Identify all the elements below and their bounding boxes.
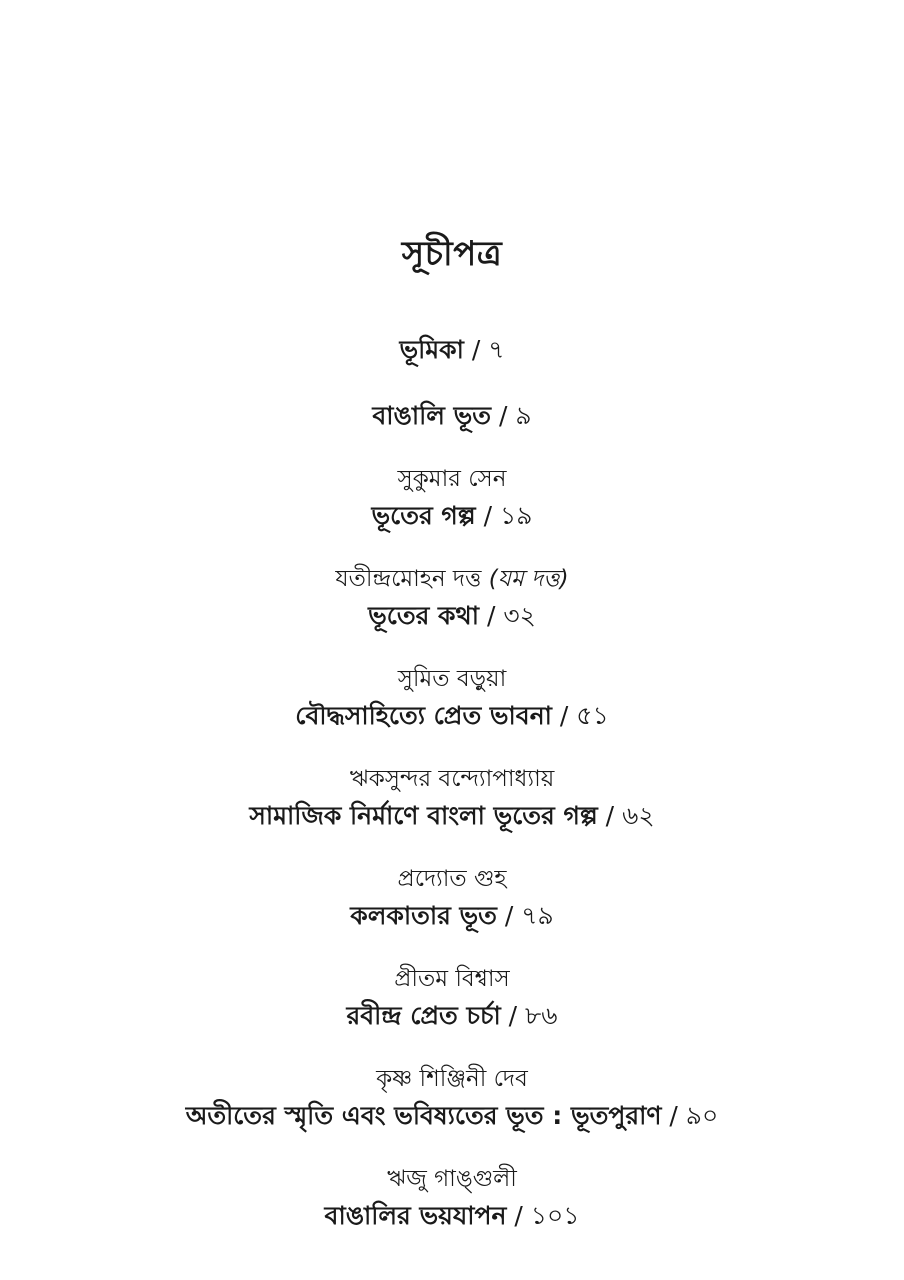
entry-separator: / — [486, 601, 496, 630]
author-name: কৃষ্ণ শিঞ্জিনী দেব — [376, 1066, 528, 1092]
table-of-contents — [0, 330, 904, 1262]
entry-title-line — [0, 996, 904, 1036]
entry-title-line — [0, 596, 904, 636]
entry-author — [0, 962, 904, 996]
entry-page-number: ৫১ — [576, 701, 609, 730]
toc-entry — [0, 662, 904, 736]
entry-title: বাঙালি ভূত — [372, 401, 492, 430]
toc-entry — [0, 462, 904, 536]
entry-page-number: ৩২ — [503, 601, 536, 630]
entry-title: বাঙালির ভয়যাপন — [324, 1201, 507, 1230]
toc-entry — [0, 762, 904, 836]
toc-entry — [0, 1162, 904, 1236]
author-name: সুমিত বড়ুয়া — [397, 666, 507, 692]
author-name: সুকুমার সেন — [397, 466, 507, 492]
entry-title: ভূমিকা — [399, 335, 464, 364]
entry-page-number: ৯ — [515, 401, 532, 430]
entry-author — [0, 1062, 904, 1096]
toc-entry — [0, 330, 904, 370]
entry-title: সামাজিক নির্মাণে বাংলা ভূতের গল্প — [249, 801, 598, 830]
entry-separator: / — [483, 501, 493, 530]
entry-title: ভূতের গল্প — [371, 501, 476, 530]
entry-title: কলকাতার ভূত — [350, 901, 497, 930]
entry-author — [0, 862, 904, 896]
entry-title: রবীন্দ্র প্রেত চর্চা — [346, 1001, 501, 1030]
entry-separator: / — [514, 1201, 523, 1230]
toc-entry — [0, 562, 904, 636]
entry-page-number: ৬২ — [622, 801, 655, 830]
entry-title: ভূতের কথা — [368, 601, 479, 630]
author-alias: (যম দত্ত) — [488, 566, 569, 592]
entry-author — [0, 562, 904, 596]
entry-page-number: ৭৯ — [521, 901, 554, 930]
entry-title-line — [0, 1196, 904, 1236]
entry-separator: / — [471, 335, 481, 364]
toc-entry — [0, 962, 904, 1036]
author-name: প্রীতম বিশ্বাস — [394, 966, 510, 992]
entry-page-number: ৯০ — [685, 1101, 719, 1130]
entry-page-number: ৭ — [488, 335, 505, 364]
entry-title-line — [0, 696, 904, 736]
entry-page-number: ৮৬ — [525, 1001, 558, 1030]
page-title: সূচীপত্র — [401, 234, 503, 274]
entry-author — [0, 1162, 904, 1196]
toc-entry — [0, 862, 904, 936]
entry-author — [0, 762, 904, 796]
entry-separator: / — [508, 1001, 518, 1030]
entry-page-number: ১০১ — [530, 1201, 580, 1230]
author-name: ঋজু গাঙ্গুলী — [387, 1166, 517, 1192]
entry-title-line — [0, 496, 904, 536]
entry-title: বৌদ্ধসাহিত্যে প্রেত ভাবনা — [295, 701, 552, 730]
toc-entry — [0, 396, 904, 436]
author-name: ঋকসুন্দর বন্দ্যোপাধ্যায় — [349, 766, 555, 792]
entry-separator: / — [559, 701, 569, 730]
entry-title-line — [0, 330, 904, 370]
author-name: প্রদ্যোত গুহ — [397, 866, 507, 892]
entry-title: অতীতের স্মৃতি এবং ভবিষ্যতের ভূত : ভূতপুরাণ — [185, 1101, 662, 1130]
entry-separator: / — [669, 1101, 678, 1130]
entry-author — [0, 662, 904, 696]
entry-title-line — [0, 796, 904, 836]
entry-page-number: ১৯ — [500, 501, 533, 530]
entry-title-line — [0, 896, 904, 936]
entry-title-line — [0, 1096, 904, 1136]
entry-separator: / — [498, 401, 508, 430]
entry-title-line — [0, 396, 904, 436]
entry-separator: / — [605, 801, 615, 830]
entry-separator: / — [504, 901, 514, 930]
author-name: যতীন্দ্রমোহন দত্ত — [335, 566, 482, 592]
entry-author — [0, 462, 904, 496]
toc-entry — [0, 1062, 904, 1136]
